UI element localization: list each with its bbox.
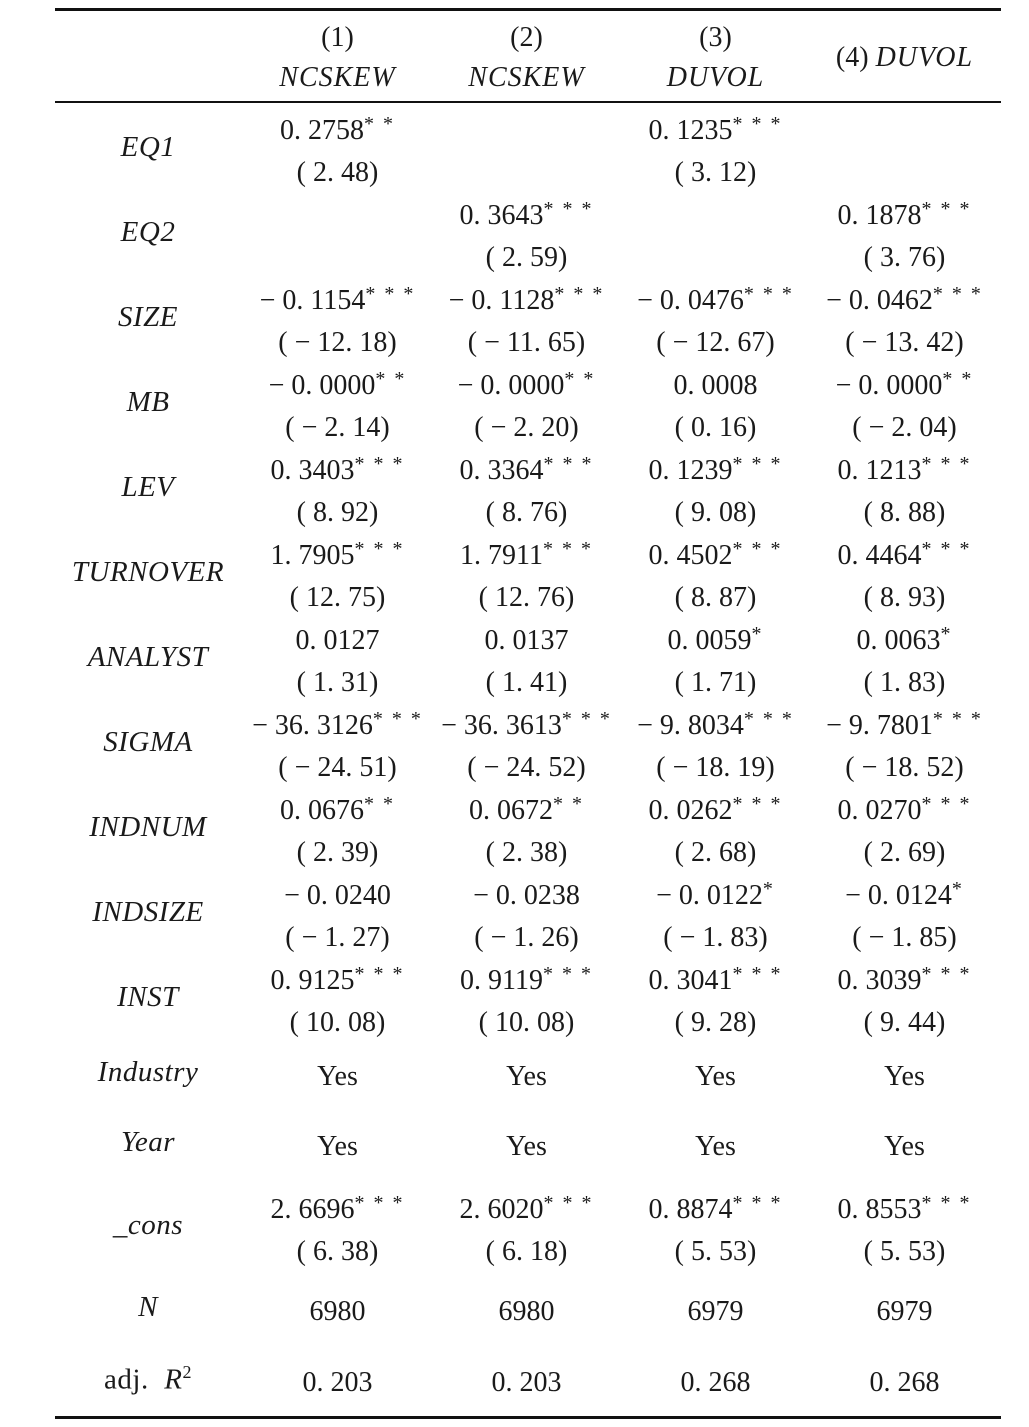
coefficient: − 0. 1154 bbox=[259, 285, 366, 316]
significance-stars: * * * bbox=[561, 708, 612, 730]
coefficient: 0. 3364 bbox=[459, 455, 544, 486]
column-number: (2) bbox=[510, 22, 543, 53]
significance-stars: * * * bbox=[732, 453, 783, 475]
coefficient: 0. 1235 bbox=[648, 115, 733, 146]
table-header-rule bbox=[55, 101, 1001, 103]
t-statistic: ( − 1. 26) bbox=[474, 922, 579, 953]
table-cell bbox=[810, 620, 999, 704]
table-cell bbox=[432, 875, 621, 959]
coefficient: − 0. 0000 bbox=[457, 370, 565, 401]
table-cell: Yes bbox=[695, 1061, 736, 1092]
table-cell: Yes bbox=[884, 1131, 925, 1162]
table-cell bbox=[810, 1189, 999, 1273]
row-label: N bbox=[138, 1291, 158, 1323]
t-statistic: ( − 2. 14) bbox=[285, 412, 390, 443]
row-label: Year bbox=[120, 1126, 176, 1158]
significance-stars: * * * bbox=[354, 453, 405, 475]
significance-stars: * * * bbox=[932, 283, 983, 305]
table-cell: 6979 bbox=[687, 1296, 744, 1327]
coefficient: − 36. 3126 bbox=[252, 710, 373, 741]
coefficient: 0. 0008 bbox=[673, 370, 758, 401]
row-label: TURNOVER bbox=[71, 556, 225, 588]
row-label: INDNUM bbox=[89, 811, 207, 843]
row-label: Industry bbox=[97, 1056, 199, 1088]
t-statistic: ( 8. 92) bbox=[296, 497, 379, 528]
table-cell bbox=[810, 790, 999, 874]
coefficient: 0. 0262 bbox=[648, 795, 733, 826]
t-statistic: ( 2. 48) bbox=[296, 157, 379, 188]
r-symbol: R bbox=[164, 1363, 183, 1396]
significance-stars: * bbox=[951, 878, 964, 900]
t-statistic: ( 2. 38) bbox=[485, 837, 568, 868]
table-cell bbox=[243, 365, 432, 449]
column-header-1 bbox=[243, 18, 432, 98]
table-cell bbox=[621, 875, 810, 959]
coefficient: 0. 0127 bbox=[295, 625, 380, 656]
t-statistic: ( − 2. 04) bbox=[852, 412, 957, 443]
coefficient: − 0. 0462 bbox=[826, 285, 933, 316]
row-label: _cons bbox=[112, 1209, 184, 1241]
coefficient: 0. 0137 bbox=[484, 625, 569, 656]
significance-stars: * * * bbox=[921, 793, 972, 815]
column-header-4 bbox=[810, 38, 999, 78]
significance-stars: * * * bbox=[542, 538, 593, 560]
table-cell bbox=[432, 195, 621, 279]
coefficient: 1. 7911 bbox=[460, 540, 543, 571]
t-statistic: ( − 24. 51) bbox=[278, 752, 397, 783]
t-statistic: ( − 2. 20) bbox=[474, 412, 579, 443]
t-statistic: ( 1. 41) bbox=[485, 667, 568, 698]
table-cell: Yes bbox=[506, 1061, 547, 1092]
significance-stars: * * * bbox=[354, 1192, 405, 1214]
coefficient: − 0. 0000 bbox=[268, 370, 376, 401]
significance-stars: * * * bbox=[732, 1192, 783, 1214]
t-statistic: ( 3. 12) bbox=[674, 157, 757, 188]
coefficient: − 9. 8034 bbox=[637, 710, 744, 741]
t-statistic: ( − 13. 42) bbox=[845, 327, 964, 358]
row-label: LEV bbox=[121, 471, 175, 503]
row-label: EQ1 bbox=[120, 131, 176, 163]
coefficient: 0. 8874 bbox=[648, 1194, 733, 1225]
dependent-variable: NCSKEW bbox=[468, 62, 585, 93]
table-cell bbox=[432, 450, 621, 534]
table-cell bbox=[810, 280, 999, 364]
significance-stars: * * * bbox=[732, 793, 783, 815]
t-statistic: ( 10. 08) bbox=[289, 1007, 386, 1038]
significance-stars: * * * bbox=[743, 283, 794, 305]
column-number: (4) bbox=[835, 42, 869, 73]
coefficient: 0. 1239 bbox=[648, 455, 733, 486]
table-cell bbox=[243, 960, 432, 1044]
coefficient: 2. 6020 bbox=[459, 1194, 544, 1225]
column-number: (1) bbox=[321, 22, 354, 53]
table-cell bbox=[621, 790, 810, 874]
significance-stars: * * * bbox=[365, 283, 416, 305]
coefficient: 1. 7905 bbox=[270, 540, 355, 571]
coefficient: 0. 3403 bbox=[270, 455, 355, 486]
significance-stars: * bbox=[751, 623, 764, 645]
table-cell: 6979 bbox=[876, 1296, 933, 1327]
t-statistic: ( − 12. 67) bbox=[656, 327, 775, 358]
t-statistic: ( − 12. 18) bbox=[278, 327, 397, 358]
coefficient: − 0. 0238 bbox=[473, 880, 580, 911]
table-cell bbox=[243, 280, 432, 364]
row-label: INST bbox=[117, 981, 179, 1013]
table-cell bbox=[243, 790, 432, 874]
t-statistic: ( 2. 69) bbox=[863, 837, 946, 868]
coefficient: 0. 9125 bbox=[270, 965, 355, 996]
significance-stars: * * * bbox=[732, 113, 783, 135]
column-number: (3) bbox=[699, 22, 732, 53]
table-cell: Yes bbox=[317, 1131, 358, 1162]
t-statistic: ( 8. 76) bbox=[485, 497, 568, 528]
t-statistic: ( − 11. 65) bbox=[467, 327, 586, 358]
significance-stars: * * * bbox=[921, 963, 972, 985]
significance-stars: * * * bbox=[921, 538, 972, 560]
table-cell bbox=[810, 960, 999, 1044]
t-statistic: ( − 1. 27) bbox=[285, 922, 390, 953]
t-statistic: ( − 1. 85) bbox=[852, 922, 957, 953]
t-statistic: ( − 1. 83) bbox=[663, 922, 768, 953]
significance-stars: * bbox=[940, 623, 953, 645]
significance-stars: * * * bbox=[542, 963, 593, 985]
table-cell bbox=[432, 620, 621, 704]
significance-stars: * bbox=[762, 878, 775, 900]
table-cell bbox=[621, 1189, 810, 1273]
coefficient: 0. 0672 bbox=[469, 795, 553, 826]
t-statistic: ( 1. 31) bbox=[296, 667, 379, 698]
t-statistic: ( 9. 28) bbox=[674, 1007, 757, 1038]
table-cell bbox=[432, 705, 621, 789]
table-cell bbox=[432, 960, 621, 1044]
table-cell bbox=[621, 705, 810, 789]
adj-prefix: adj. bbox=[104, 1363, 149, 1396]
table-cell: Yes bbox=[884, 1061, 925, 1092]
row-label: ANALYST bbox=[87, 641, 209, 673]
coefficient: 2. 6696 bbox=[270, 1194, 355, 1225]
coefficient: − 36. 3613 bbox=[441, 710, 562, 741]
table-cell: 0. 268 bbox=[869, 1367, 940, 1398]
significance-stars: * * bbox=[375, 368, 407, 390]
t-statistic: ( 8. 93) bbox=[863, 582, 946, 613]
t-statistic: ( 6. 38) bbox=[296, 1236, 379, 1267]
coefficient: 0. 3643 bbox=[459, 200, 544, 231]
table-cell bbox=[243, 450, 432, 534]
table-cell bbox=[432, 280, 621, 364]
significance-stars: * * * bbox=[932, 708, 983, 730]
table-cell bbox=[621, 450, 810, 534]
significance-stars: * * bbox=[564, 368, 596, 390]
table-cell bbox=[243, 1189, 432, 1273]
t-statistic: ( 5. 53) bbox=[863, 1236, 946, 1267]
table-cell bbox=[621, 280, 810, 364]
significance-stars: * * * bbox=[543, 453, 594, 475]
table-top-rule bbox=[55, 8, 1001, 11]
t-statistic: ( 12. 75) bbox=[289, 582, 386, 613]
table-cell bbox=[810, 195, 999, 279]
table-cell bbox=[243, 620, 432, 704]
t-statistic: ( 10. 08) bbox=[478, 1007, 575, 1038]
table-cell: 0. 268 bbox=[680, 1367, 751, 1398]
table-bottom-rule bbox=[55, 1416, 1001, 1419]
table-cell bbox=[621, 620, 810, 704]
significance-stars: * * * bbox=[743, 708, 794, 730]
t-statistic: ( 5. 53) bbox=[674, 1236, 757, 1267]
coefficient: 0. 3041 bbox=[648, 965, 733, 996]
t-statistic: ( 6. 18) bbox=[485, 1236, 568, 1267]
table-cell bbox=[243, 705, 432, 789]
coefficient: − 0. 0124 bbox=[845, 880, 952, 911]
coefficient: 0. 8553 bbox=[837, 1194, 922, 1225]
t-statistic: ( 8. 88) bbox=[863, 497, 946, 528]
table-cell: Yes bbox=[317, 1061, 358, 1092]
table-cell bbox=[621, 110, 810, 194]
dependent-variable: NCSKEW bbox=[279, 62, 396, 93]
table-cell bbox=[432, 535, 621, 619]
significance-stars: * * * bbox=[543, 198, 594, 220]
coefficient: − 9. 7801 bbox=[826, 710, 933, 741]
t-statistic: ( 2. 39) bbox=[296, 837, 379, 868]
coefficient: 0. 4502 bbox=[648, 540, 733, 571]
coefficient: 0. 1878 bbox=[837, 200, 922, 231]
table-cell bbox=[432, 790, 621, 874]
significance-stars: * * bbox=[553, 793, 584, 815]
significance-stars: * * * bbox=[354, 538, 405, 560]
significance-stars: * * * bbox=[921, 1192, 972, 1214]
significance-stars: * * * bbox=[921, 453, 972, 475]
significance-stars: * * * bbox=[921, 198, 972, 220]
coefficient: 0. 9119 bbox=[460, 965, 543, 996]
table-cell: 0. 203 bbox=[491, 1367, 562, 1398]
dependent-variable: DUVOL bbox=[666, 62, 765, 93]
t-statistic: ( 2. 68) bbox=[674, 837, 757, 868]
significance-stars: * * * bbox=[372, 708, 423, 730]
significance-stars: * * * bbox=[354, 963, 405, 985]
coefficient: 0. 0676 bbox=[280, 795, 364, 826]
coefficient: − 0. 0122 bbox=[656, 880, 763, 911]
t-statistic: ( 12. 76) bbox=[478, 582, 575, 613]
coefficient: − 0. 0476 bbox=[637, 285, 744, 316]
coefficient: − 0. 1128 bbox=[448, 285, 555, 316]
column-header-3 bbox=[621, 18, 810, 98]
column-header-2 bbox=[432, 18, 621, 98]
t-statistic: ( 1. 71) bbox=[674, 667, 757, 698]
table-cell bbox=[810, 365, 999, 449]
table-cell: 0. 203 bbox=[302, 1367, 373, 1398]
table-cell bbox=[621, 365, 810, 449]
row-label: SIGMA bbox=[103, 726, 193, 758]
coefficient: 0. 3039 bbox=[837, 965, 922, 996]
coefficient: 0. 0059 bbox=[667, 625, 752, 656]
table-cell bbox=[243, 110, 432, 194]
t-statistic: ( 2. 59) bbox=[485, 242, 568, 273]
table-cell bbox=[621, 960, 810, 1044]
table-cell bbox=[432, 365, 621, 449]
table-cell bbox=[243, 875, 432, 959]
table-cell bbox=[810, 450, 999, 534]
t-statistic: ( 0. 16) bbox=[674, 412, 757, 443]
row-label: EQ2 bbox=[120, 216, 176, 248]
coefficient: 0. 0063 bbox=[856, 625, 941, 656]
table-cell bbox=[432, 1189, 621, 1273]
t-statistic: ( − 24. 52) bbox=[467, 752, 586, 783]
table-cell: Yes bbox=[695, 1131, 736, 1162]
significance-stars: * * * bbox=[732, 963, 783, 985]
significance-stars: * * * bbox=[554, 283, 605, 305]
t-statistic: ( − 18. 19) bbox=[656, 752, 775, 783]
r-exponent: 2 bbox=[182, 1362, 192, 1382]
coefficient: 0. 1213 bbox=[837, 455, 922, 486]
row-label: INDSIZE bbox=[92, 896, 204, 928]
table-cell: 6980 bbox=[309, 1296, 366, 1327]
t-statistic: ( 1. 83) bbox=[863, 667, 946, 698]
table-cell bbox=[621, 535, 810, 619]
row-label: MB bbox=[126, 386, 170, 418]
significance-stars: * * bbox=[364, 793, 395, 815]
t-statistic: ( − 18. 52) bbox=[845, 752, 964, 783]
coefficient: 0. 0270 bbox=[837, 795, 922, 826]
coefficient: 0. 4464 bbox=[837, 540, 922, 571]
table-cell bbox=[810, 875, 999, 959]
coefficient: − 0. 0000 bbox=[835, 370, 943, 401]
significance-stars: * * bbox=[364, 113, 395, 135]
coefficient: 0. 2758 bbox=[280, 115, 364, 146]
row-label bbox=[55, 1362, 241, 1397]
table-cell: Yes bbox=[506, 1131, 547, 1162]
table-cell bbox=[810, 705, 999, 789]
t-statistic: ( 8. 87) bbox=[674, 582, 757, 613]
t-statistic: ( 9. 44) bbox=[863, 1007, 946, 1038]
t-statistic: ( 9. 08) bbox=[674, 497, 757, 528]
significance-stars: * * bbox=[942, 368, 974, 390]
significance-stars: * * * bbox=[543, 1192, 594, 1214]
row-label: SIZE bbox=[118, 301, 178, 333]
t-statistic: ( 3. 76) bbox=[863, 242, 946, 273]
dependent-variable: DUVOL bbox=[875, 42, 974, 73]
table-cell: 6980 bbox=[498, 1296, 555, 1327]
coefficient: − 0. 0240 bbox=[284, 880, 391, 911]
table-cell bbox=[810, 535, 999, 619]
table-cell bbox=[243, 535, 432, 619]
significance-stars: * * * bbox=[732, 538, 783, 560]
